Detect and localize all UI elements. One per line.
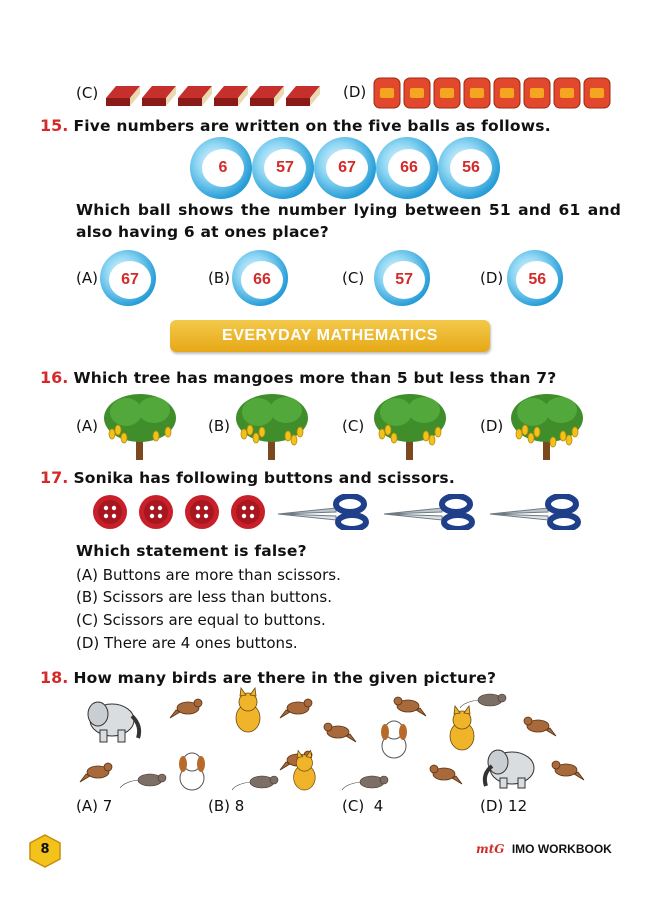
- option-label: (C): [342, 417, 365, 435]
- option-label: (A): [76, 417, 98, 435]
- number-ball: 57: [252, 137, 314, 199]
- animals-scene: [76, 686, 596, 792]
- elephant-icon: [485, 750, 534, 788]
- ball-row: [190, 137, 500, 199]
- q15-option-b[interactable]: [208, 250, 288, 306]
- option-label: (C): [342, 269, 365, 287]
- mango-tree-icon: [234, 390, 310, 462]
- q18-option-d[interactable]: (D) 12: [480, 797, 528, 815]
- q18-option-b[interactable]: (B) 8: [208, 797, 245, 815]
- mango-tree-icon: [102, 390, 178, 462]
- q15-option-d[interactable]: [480, 250, 563, 306]
- button-icon: [92, 494, 128, 530]
- books-icon: [104, 76, 334, 110]
- q16-option-b[interactable]: [208, 390, 310, 462]
- question-15-line2: also having 6 at ones place?: [76, 223, 329, 241]
- option-label: (B): [208, 417, 230, 435]
- q16-option-d[interactable]: [480, 390, 585, 462]
- brand-title: IMO WORKBOOK: [511, 842, 612, 856]
- footer-brand: [476, 842, 612, 856]
- q15-option-a[interactable]: [76, 250, 156, 306]
- brand-logo: mtG: [476, 842, 505, 856]
- option-label: (C): [76, 84, 99, 102]
- q17-option-b[interactable]: (B) Scissors are less than buttons.: [76, 588, 332, 606]
- option-label: (B): [208, 269, 230, 287]
- number-ball: 56: [507, 250, 563, 306]
- q17-option-a[interactable]: (A) Buttons are more than scissors.: [76, 566, 341, 584]
- number-ball: 67: [100, 250, 156, 306]
- option-label: (D): [480, 269, 504, 287]
- buttons-scissors-row: [92, 494, 584, 530]
- button-icon: [230, 494, 266, 530]
- scissors-icon: [382, 494, 478, 530]
- number-ball: 6: [190, 137, 252, 199]
- q16-option-a[interactable]: [76, 390, 178, 462]
- question-17-title: [40, 468, 455, 487]
- question-number: 18.: [40, 668, 69, 687]
- question-number: 15.: [40, 116, 69, 135]
- q17-option-d[interactable]: (D) There are 4 ones buttons.: [76, 634, 298, 652]
- button-icon: [184, 494, 220, 530]
- number-ball: 66: [376, 137, 438, 199]
- q15-option-c[interactable]: [342, 250, 430, 306]
- q18-option-c[interactable]: (C) 4: [342, 797, 384, 815]
- scissors-icon: [488, 494, 584, 530]
- question-text: Which tree has mangoes more than 5 but less than 7?: [73, 369, 557, 387]
- mango-tree-icon: [372, 390, 448, 462]
- page-number: 8: [40, 842, 50, 857]
- page-number-badge: [28, 834, 62, 868]
- question-15-line1: Which ball shows the number lying between 51 and 61 and: [76, 201, 621, 219]
- number-ball: 67: [314, 137, 376, 199]
- q17-option-c[interactable]: (C) Scissors are equal to buttons.: [76, 611, 326, 629]
- elephant-icon: [88, 702, 139, 742]
- question-number: 16.: [40, 368, 69, 387]
- prev-option-c[interactable]: [76, 76, 334, 110]
- question-15-title: [40, 116, 551, 135]
- mango-tree-icon: [509, 390, 585, 462]
- question-18-title: [40, 668, 496, 687]
- q16-option-c[interactable]: [342, 390, 448, 462]
- scissors-icon: [276, 494, 372, 530]
- section-banner: EVERYDAY MATHEMATICS: [170, 320, 490, 352]
- option-label: (D): [343, 83, 367, 101]
- question-number: 17.: [40, 468, 69, 487]
- question-text: Five numbers are written on the five balls as follows.: [73, 117, 551, 135]
- number-ball: 66: [232, 250, 288, 306]
- button-icon: [138, 494, 174, 530]
- number-ball: 57: [374, 250, 430, 306]
- option-label: (D): [480, 417, 504, 435]
- question-16-title: [40, 368, 556, 387]
- option-label: (A): [76, 269, 98, 287]
- number-ball: 56: [438, 137, 500, 199]
- question-17-prompt: Which statement is false?: [76, 542, 307, 560]
- question-text: Sonika has following buttons and scissors.: [73, 469, 455, 487]
- question-text: How many birds are there in the given picture?: [73, 669, 497, 687]
- animals-picture: [76, 686, 596, 792]
- prev-option-d[interactable]: [343, 72, 612, 112]
- school-bags-icon: [372, 72, 612, 112]
- q18-option-a[interactable]: (A) 7: [76, 797, 113, 815]
